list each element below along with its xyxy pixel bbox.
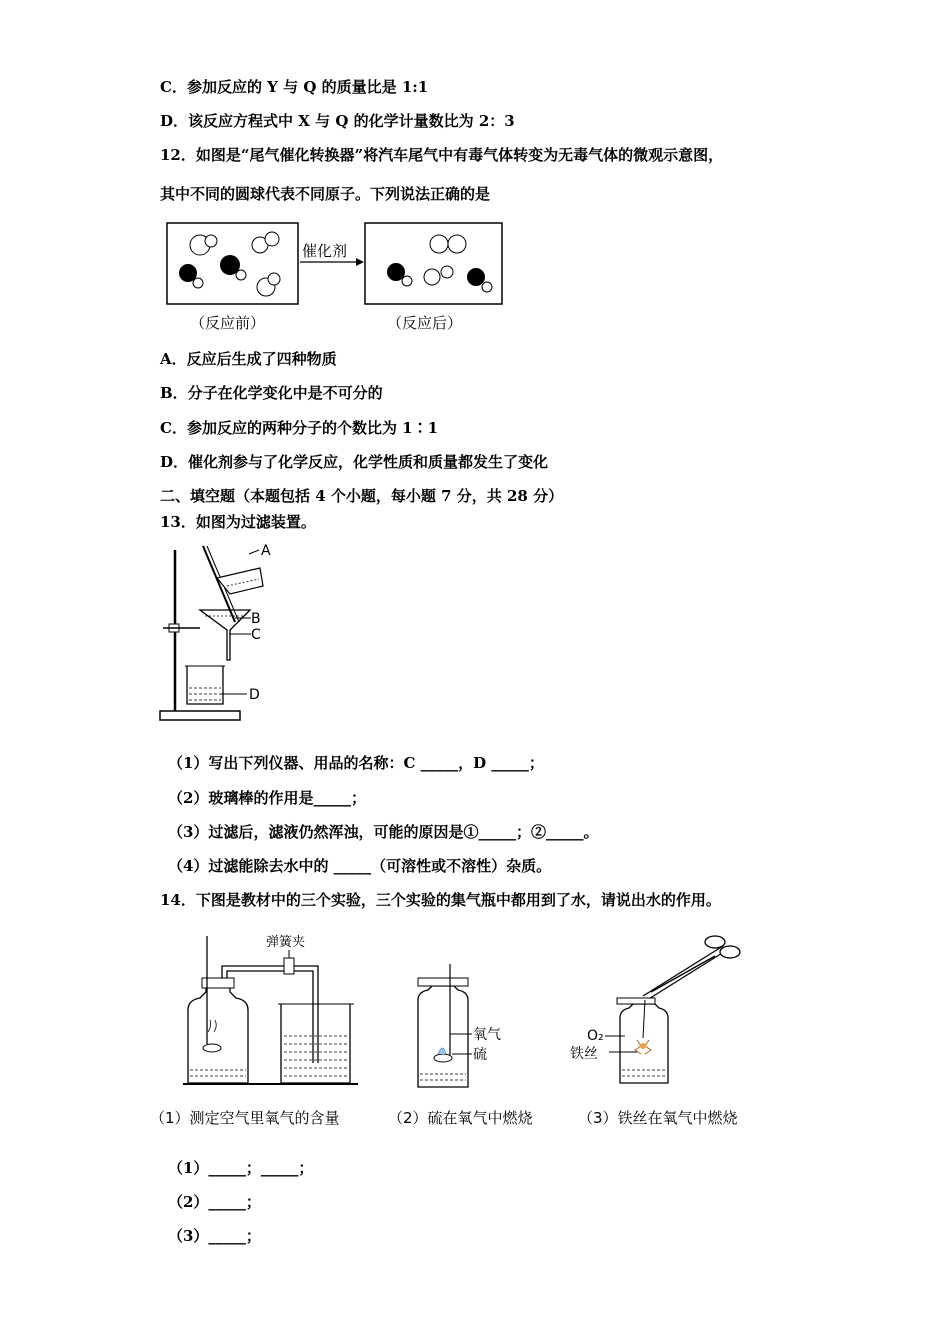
sulfur-label: 硫 [473,1047,487,1063]
caption-exp2: （2）硫在氧气中燃烧 [388,1109,533,1127]
clamp-label: 弹簧夹 [266,935,306,950]
q13-sub3: （3）过滤后，滤液仍然浑浊，可能的原因是①_____；②_____。 [168,823,599,841]
q14-answer2: （2）_____； [168,1193,261,1211]
caption-exp3: （3）铁丝在氧气中燃烧 [578,1109,738,1127]
q11-option-d: D．该反应方程式中 X 与 Q 的化学计量数比为 2：3 [160,112,515,130]
q13-sub2: （2）玻璃棒的作用是_____； [168,789,366,807]
iron-label: 铁丝 [570,1046,598,1062]
q12-option-d: D．催化剂参与了化学反应，化学性质和质量都发生了变化 [160,453,549,471]
q14-stem: 14．下图是教材中的三个实验，三个实验的集气瓶中都用到了水，请说出水的作用。 [160,891,721,909]
experiment-iron-burning [565,928,755,1088]
q12-reaction-diagram [160,215,520,340]
q12-option-c: C．参加反应的两种分子的个数比为 1∶1 [160,419,439,437]
q12-option-a: A．反应后生成了四种物质 [160,350,337,368]
q14-answer1: （1）_____；_____； [168,1159,314,1177]
o2-label: O₂ [587,1028,604,1044]
q11-option-c: C．参加反应的 Y 与 Q 的质量比是 1:1 [160,78,429,96]
before-caption: （反应前） [190,314,266,332]
filtration-apparatus [155,538,285,728]
experiment-sulfur-burning [408,962,518,1092]
q12-option-b: B．分子在化学变化中是不可分的 [160,384,383,402]
q12-stem-line2: 其中不同的圆球代表不同原子。下列说法正确的是 [160,185,491,203]
q13-sub4: （4）过滤能除去水中的 _____（可溶性或不溶性）杂质。 [168,857,552,875]
catalyst-label: 催化剂 [302,242,348,260]
experiment-oxygen-content [178,928,368,1093]
label-a: A [261,543,271,559]
q13-sub1: （1）写出下列仪器、用品的名称：C _____，D _____； [168,754,544,772]
q14-answer3: （3）_____； [168,1227,261,1245]
q13-stem: 13．如图为过滤装置。 [160,513,316,531]
section2-heading: 二、填空题（本题包括 4 个小题，每小题 7 分，共 28 分） [160,487,564,505]
label-c: C [251,627,261,643]
label-d: D [249,687,260,703]
after-box [365,223,502,304]
label-b: B [251,611,261,627]
oxygen-label: 氧气 [473,1027,501,1043]
after-caption: （反应后） [387,314,463,332]
caption-exp1: （1）测定空气里氧气的含量 [150,1109,340,1127]
q12-stem-line1: 12．如图是“尾气催化转换器”将汽车尾气中有毒气体转变为无毒气体的微观示意图， [160,146,724,164]
